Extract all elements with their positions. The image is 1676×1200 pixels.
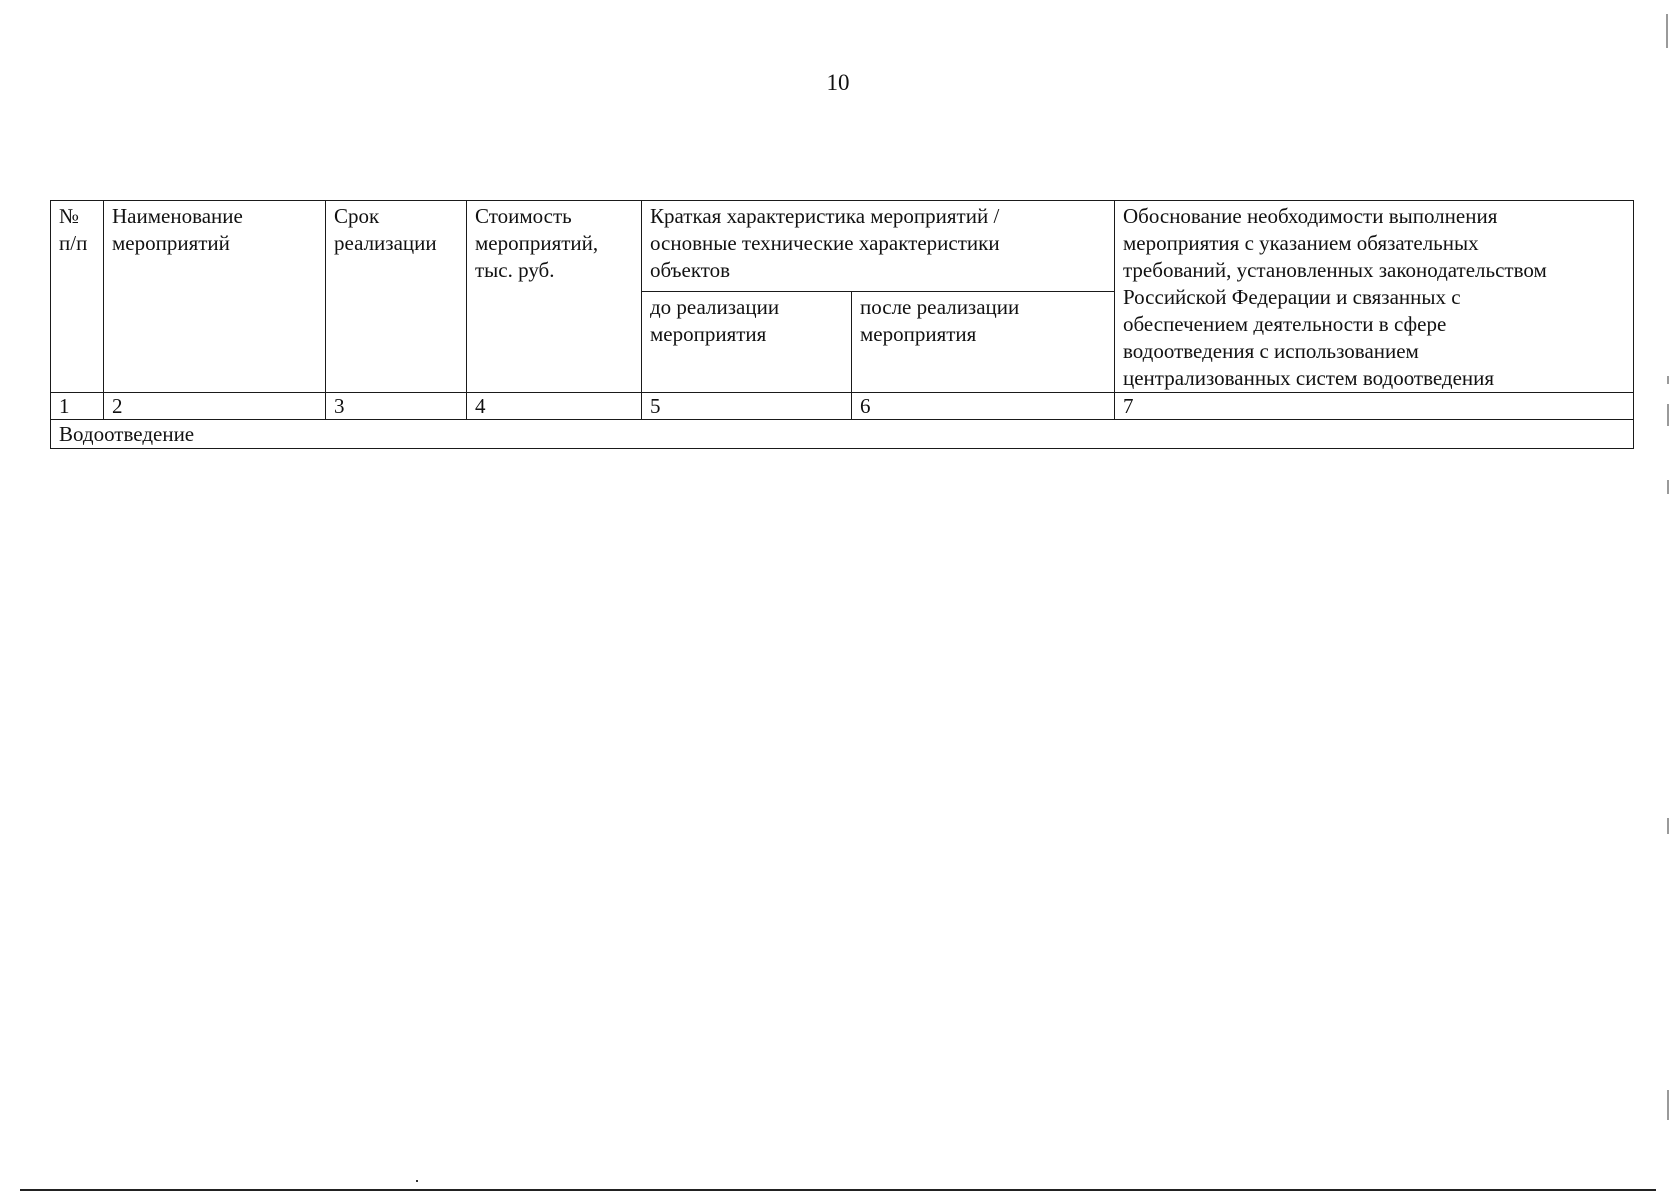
column-numbers-row	[51, 393, 1634, 420]
column-number: 5	[642, 393, 852, 420]
header-justification: Обоснование необходимости выполнения мероприятия с указанием обязательных требований, установленных законодательством Российской Федерации и связанных с обеспечением деятельности в сфере водоотведения с использованием централизованных систем водоотведения	[1115, 201, 1634, 393]
header-term: Срок реализации	[326, 201, 467, 393]
column-number: 4	[467, 393, 642, 420]
header-brief-characteristics: Краткая характеристика мероприятий / основные технические характеристики объектов	[642, 201, 1115, 292]
column-number: 3	[326, 393, 467, 420]
page-number: 10	[826, 70, 850, 95]
header-cost: Стоимость мероприятий, тыс. руб.	[467, 201, 642, 393]
header-before: до реализации мероприятия	[642, 292, 852, 393]
header-name: Наименование мероприятий	[104, 201, 326, 393]
scan-artifact	[1667, 818, 1669, 834]
bottom-rule	[20, 1189, 1656, 1191]
scan-artifact	[1667, 404, 1669, 426]
column-number: 7	[1115, 393, 1634, 420]
table-header-row	[51, 201, 1634, 292]
column-number: 1	[51, 393, 104, 420]
section-row	[51, 420, 1634, 449]
scan-dot	[416, 1180, 418, 1182]
scan-artifact	[1667, 1090, 1669, 1120]
measures-table	[50, 200, 1634, 449]
section-title: Водоотведение	[51, 420, 1634, 449]
column-number: 6	[852, 393, 1115, 420]
scan-artifact	[1667, 480, 1669, 494]
header-after: после реализации мероприятия	[852, 292, 1115, 393]
scan-artifact	[1667, 376, 1669, 384]
column-number: 2	[104, 393, 326, 420]
scan-artifact	[1666, 14, 1668, 48]
header-num: № п/п	[51, 201, 104, 393]
